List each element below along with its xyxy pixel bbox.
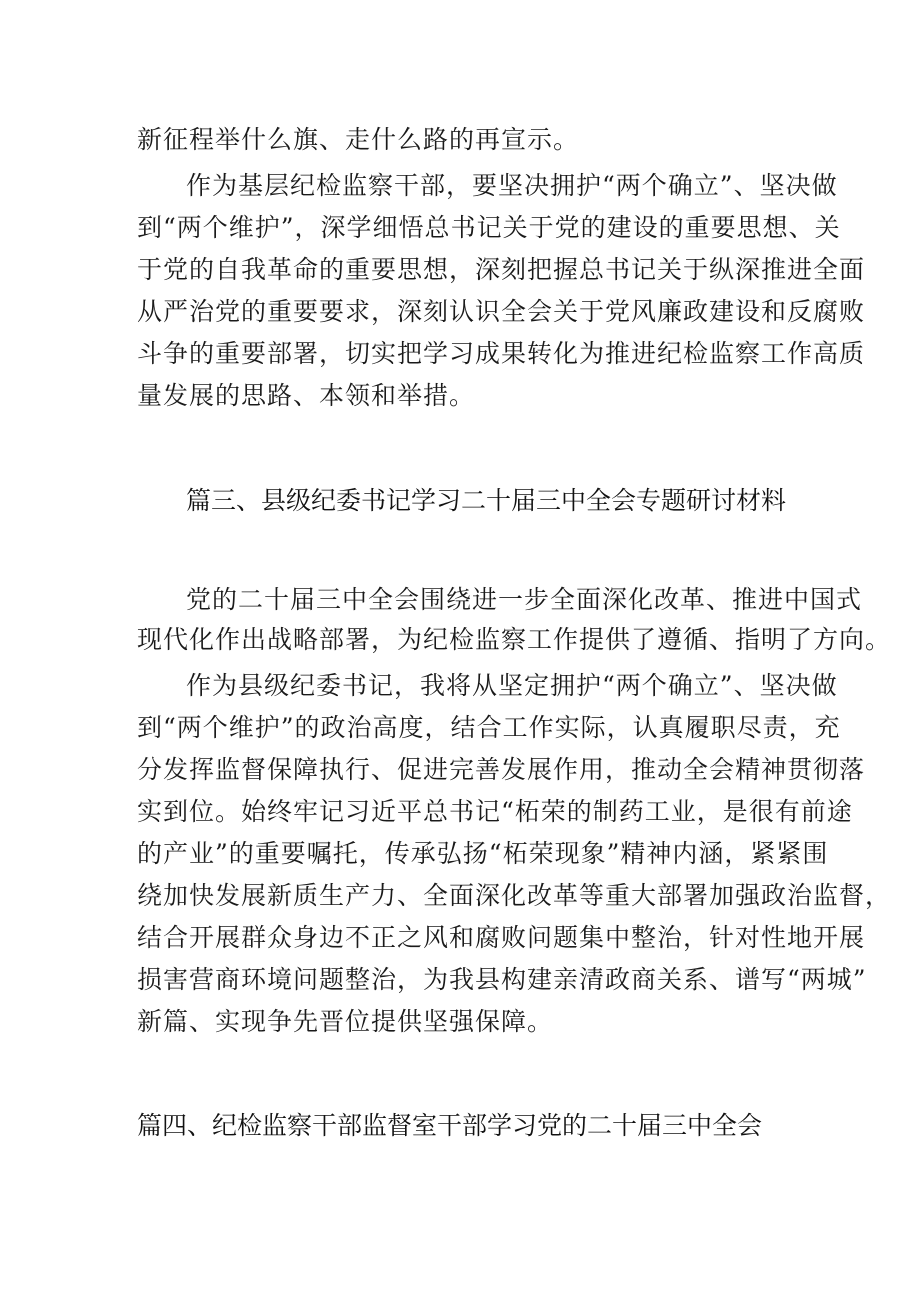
text-line: 新征程举什么旗、走什么路的再宣示。: [137, 125, 580, 154]
text-line: 党的二十届三中全会围绕进一步全面深化改革、推进中国式: [186, 585, 863, 614]
text-line: 到“两个维护”，深学细悟总书记关于党的建设的重要思想、关: [137, 213, 841, 242]
text-line: 作为基层纪检监察干部，要坚决拥护“两个确立”、坚决做: [186, 171, 838, 200]
text-line: 实到位。始终牢记习近平总书记“柘荣的制药工业，是很有前途: [137, 797, 853, 826]
text-line: 结合开展群众身边不正之风和腐败问题集中整治，针对性地开展: [137, 923, 866, 952]
text-line: 绕加快发展新质生产力、全面深化改革等重大部署加强政治监督，: [137, 881, 892, 910]
text-line: 于党的自我革命的重要思想，深刻把握总书记关于纵深推进全面: [137, 255, 866, 284]
text-line: 从严治党的重要要求，深刻认识全会关于党风廉政建设和反腐败: [137, 297, 866, 326]
text-line: 损害营商环境问题整治，为我县构建亲清政商关系、谱写“两城”: [137, 965, 867, 994]
text-line: 斗争的重要部署，切实把学习成果转化为推进纪检监察工作高质: [137, 339, 866, 368]
text-line: 新篇、实现争先晋位提供坚强保障。: [137, 1007, 554, 1036]
text-line: 现代化作出战略部署，为纪检监察工作提供了遵循、指明了方向。: [137, 625, 892, 654]
text-line: 到“两个维护”的政治高度，结合工作实际，认真履职尽责，充: [137, 713, 841, 742]
text-line: 的产业”的重要嘱托，传承弘扬“柘荣现象”精神内涵，紧紧围: [137, 839, 829, 868]
section-4-title: 篇四、纪检监察干部监督室干部学习党的二十届三中全会: [137, 1111, 763, 1140]
text-line: 量发展的思路、本领和举措。: [137, 381, 476, 410]
section-3-title: 篇三、县级纪委书记学习二十届三中全会专题研讨材料: [186, 486, 787, 515]
text-line: 分发挥监督保障执行、促进完善发展作用，推动全会精神贯彻落: [137, 755, 866, 784]
text-line: 作为县级纪委书记，我将从坚定拥护“两个确立”、坚决做: [186, 671, 838, 700]
